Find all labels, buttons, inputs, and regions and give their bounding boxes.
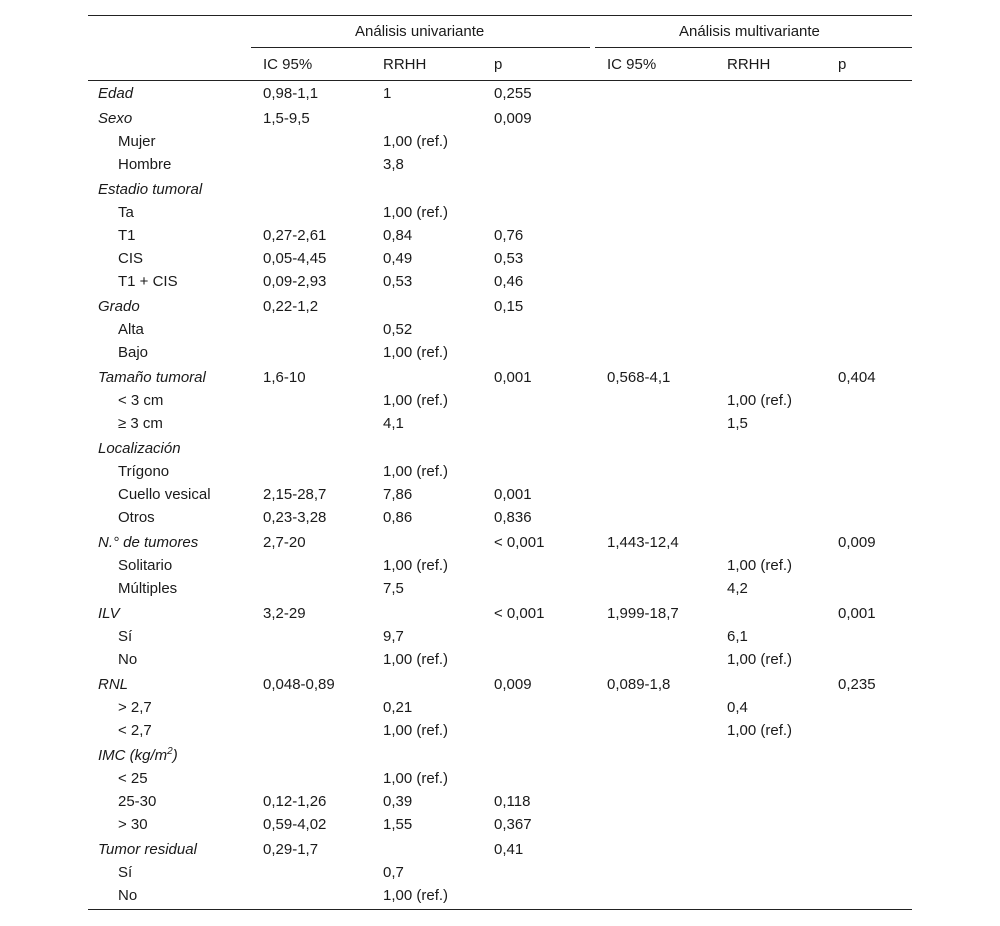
row-label: Grado xyxy=(98,298,140,315)
row-label: IMC $(kg/m^2)$ xyxy=(98,746,178,764)
row-label: Otros xyxy=(118,509,155,526)
row-label: > 2,7 xyxy=(118,699,152,716)
table-cell: 1,55 xyxy=(383,816,413,833)
table-cell: 1,00 (ref.) xyxy=(383,204,449,221)
table-cell: 1,443-12,4 xyxy=(607,534,679,551)
column-header: IC 95% xyxy=(263,56,313,73)
row-label: Hombre xyxy=(118,156,172,173)
table-cell: 0,009 xyxy=(838,534,876,551)
table-row xyxy=(88,767,912,790)
table-cell: 0,009 xyxy=(494,676,532,693)
table-row xyxy=(88,861,912,884)
table-row xyxy=(88,648,912,671)
table-cell: 4,2 xyxy=(727,580,748,597)
table-row xyxy=(88,224,912,247)
row-label: Edad xyxy=(98,85,134,102)
table-cell: 1 xyxy=(383,85,392,102)
table-cell: 1,999-18,7 xyxy=(607,605,679,622)
table-cell: 1,5 xyxy=(727,415,748,432)
table-row xyxy=(88,625,912,648)
table-row xyxy=(88,577,912,600)
table-row xyxy=(88,813,912,836)
row-label: ≥ 3 cm xyxy=(118,415,163,432)
row-label: Bajo xyxy=(118,344,149,361)
table-cell: 0,39 xyxy=(383,793,413,810)
table-cell: 1,00 (ref.) xyxy=(383,770,449,787)
row-label: T1 xyxy=(118,227,136,244)
row-label: ILV xyxy=(98,605,120,622)
table-cell: 0,49 xyxy=(383,250,413,267)
table-cell: 0,404 xyxy=(838,369,876,386)
table-row xyxy=(88,460,912,483)
table-cell: 1,00 (ref.) xyxy=(727,392,793,409)
table-row xyxy=(88,389,912,412)
row-label: Solitario xyxy=(118,557,173,574)
table-row xyxy=(88,673,912,696)
table-row xyxy=(88,412,912,435)
top-rule xyxy=(88,15,912,16)
row-label: Múltiples xyxy=(118,580,178,597)
table-row xyxy=(88,341,912,364)
column-header: IC 95% xyxy=(607,56,657,73)
table-row xyxy=(88,437,912,460)
table-cell: 1,00 (ref.) xyxy=(727,651,793,668)
table-cell: 1,00 (ref.) xyxy=(383,133,449,150)
column-header: p xyxy=(838,56,847,73)
row-label: Sí xyxy=(118,628,133,645)
table-cell: 3,2-29 xyxy=(263,605,306,622)
table-cell: 0,4 xyxy=(727,699,748,716)
table-cell: 1,5-9,5 xyxy=(263,110,310,127)
table-cell: < 0,001 xyxy=(494,605,545,622)
bottom-rule xyxy=(88,909,912,910)
table-cell: < 0,001 xyxy=(494,534,545,551)
table-cell: 0,52 xyxy=(383,321,413,338)
table-cell: 1,00 (ref.) xyxy=(383,557,449,574)
row-label: Cuello vesical xyxy=(118,486,211,503)
multivariate-rule xyxy=(595,47,912,48)
table-row xyxy=(88,270,912,293)
table-cell: 1,00 (ref.) xyxy=(383,722,449,739)
table-row xyxy=(88,531,912,554)
table-row xyxy=(88,884,912,907)
table-cell: 1,00 (ref.) xyxy=(383,887,449,904)
row-label: < 3 cm xyxy=(118,392,164,409)
table-cell: 4,1 xyxy=(383,415,404,432)
column-header: RRHH xyxy=(383,56,427,73)
table-cell: 0,41 xyxy=(494,841,524,858)
table-cell: 0,53 xyxy=(494,250,524,267)
row-label: Estadio tumoral xyxy=(98,181,203,198)
table-row xyxy=(88,602,912,625)
table-row xyxy=(88,130,912,153)
table-cell: 0,46 xyxy=(494,273,524,290)
table-row xyxy=(88,506,912,529)
table-cell: 1,00 (ref.) xyxy=(727,557,793,574)
table-cell: 1,00 (ref.) xyxy=(727,722,793,739)
table-cell: 1,00 (ref.) xyxy=(383,344,449,361)
table-cell: 0,84 xyxy=(383,227,413,244)
table-row xyxy=(88,483,912,506)
univariate-rule xyxy=(251,47,590,48)
table-cell: 0,089-1,8 xyxy=(607,676,671,693)
table-cell: 0,76 xyxy=(494,227,524,244)
table-cell: 1,6-10 xyxy=(263,369,306,386)
row-label: < 25 xyxy=(118,770,148,787)
table-row xyxy=(88,82,912,105)
table-cell: 0,836 xyxy=(494,509,532,526)
table-cell: 0,29-1,7 xyxy=(263,841,319,858)
table-row xyxy=(88,744,912,767)
table-cell: 2,7-20 xyxy=(263,534,306,551)
table-cell: 0,15 xyxy=(494,298,524,315)
table-cell: 0,568-4,1 xyxy=(607,369,671,386)
table-row xyxy=(88,790,912,813)
row-label: T1 + CIS xyxy=(118,273,178,290)
table-row xyxy=(88,318,912,341)
table-cell: 0,001 xyxy=(838,605,876,622)
header-rule xyxy=(88,80,912,81)
table-cell: 0,23-3,28 xyxy=(263,509,327,526)
table-row xyxy=(88,247,912,270)
row-label: Trígono xyxy=(118,463,170,480)
table-cell: 0,59-4,02 xyxy=(263,816,327,833)
row-label: < 2,7 xyxy=(118,722,152,739)
group-header-multivariate: Análisis multivariante xyxy=(679,23,820,40)
table-row xyxy=(88,366,912,389)
row-label: N.° de tumores xyxy=(98,534,199,551)
row-label: Localización xyxy=(98,440,181,457)
table-cell: 1,00 (ref.) xyxy=(383,463,449,480)
table-row xyxy=(88,201,912,224)
column-header: RRHH xyxy=(727,56,771,73)
table-cell: 0,255 xyxy=(494,85,532,102)
table-cell: 0,86 xyxy=(383,509,413,526)
table-cell: 1,00 (ref.) xyxy=(383,392,449,409)
table-cell: 0,21 xyxy=(383,699,413,716)
row-label: Sí xyxy=(118,864,133,881)
group-header-univariate: Análisis univariante xyxy=(355,23,485,40)
table-row xyxy=(88,719,912,742)
table-cell: 7,5 xyxy=(383,580,404,597)
row-label: No xyxy=(118,651,138,668)
row-label: Alta xyxy=(118,321,144,338)
table-cell: 1,00 (ref.) xyxy=(383,651,449,668)
table-row xyxy=(88,696,912,719)
table-cell: 0,001 xyxy=(494,486,532,503)
row-label: > 30 xyxy=(118,816,148,833)
row-label: Tumor residual xyxy=(98,841,197,858)
table-cell: 0,53 xyxy=(383,273,413,290)
table-cell: 2,15-28,7 xyxy=(263,486,327,503)
table-cell: 6,1 xyxy=(727,628,748,645)
table-cell: 0,001 xyxy=(494,369,532,386)
table-cell: 0,7 xyxy=(383,864,404,881)
table-row xyxy=(88,178,912,201)
table-cell: 7,86 xyxy=(383,486,413,503)
table-cell: 0,09-2,93 xyxy=(263,273,327,290)
table-row xyxy=(88,295,912,318)
table-cell: 3,8 xyxy=(383,156,404,173)
table-cell: 0,22-1,2 xyxy=(263,298,319,315)
row-label: Mujer xyxy=(118,133,156,150)
table-row xyxy=(88,838,912,861)
table-cell: 0,009 xyxy=(494,110,532,127)
table-cell: 0,048-0,89 xyxy=(263,676,335,693)
row-label: No xyxy=(118,887,138,904)
row-label: CIS xyxy=(118,250,144,267)
row-label: Tamaño tumoral xyxy=(98,369,206,386)
table-cell: 0,98-1,1 xyxy=(263,85,319,102)
table-cell: 0,367 xyxy=(494,816,532,833)
table-cell: 0,12-1,26 xyxy=(263,793,327,810)
table-cell: 0,05-4,45 xyxy=(263,250,327,267)
column-header: p xyxy=(494,56,503,73)
row-label: RNL xyxy=(98,676,129,693)
row-label: Ta xyxy=(118,204,134,221)
row-label: 25-30 xyxy=(118,793,157,810)
table-cell: 0,27-2,61 xyxy=(263,227,327,244)
table-cell: 0,118 xyxy=(494,793,531,810)
table-cell: 0,235 xyxy=(838,676,876,693)
row-label: Sexo xyxy=(98,110,133,127)
table-row xyxy=(88,107,912,130)
table-row xyxy=(88,554,912,577)
table-cell: 9,7 xyxy=(383,628,404,645)
table-row xyxy=(88,153,912,176)
